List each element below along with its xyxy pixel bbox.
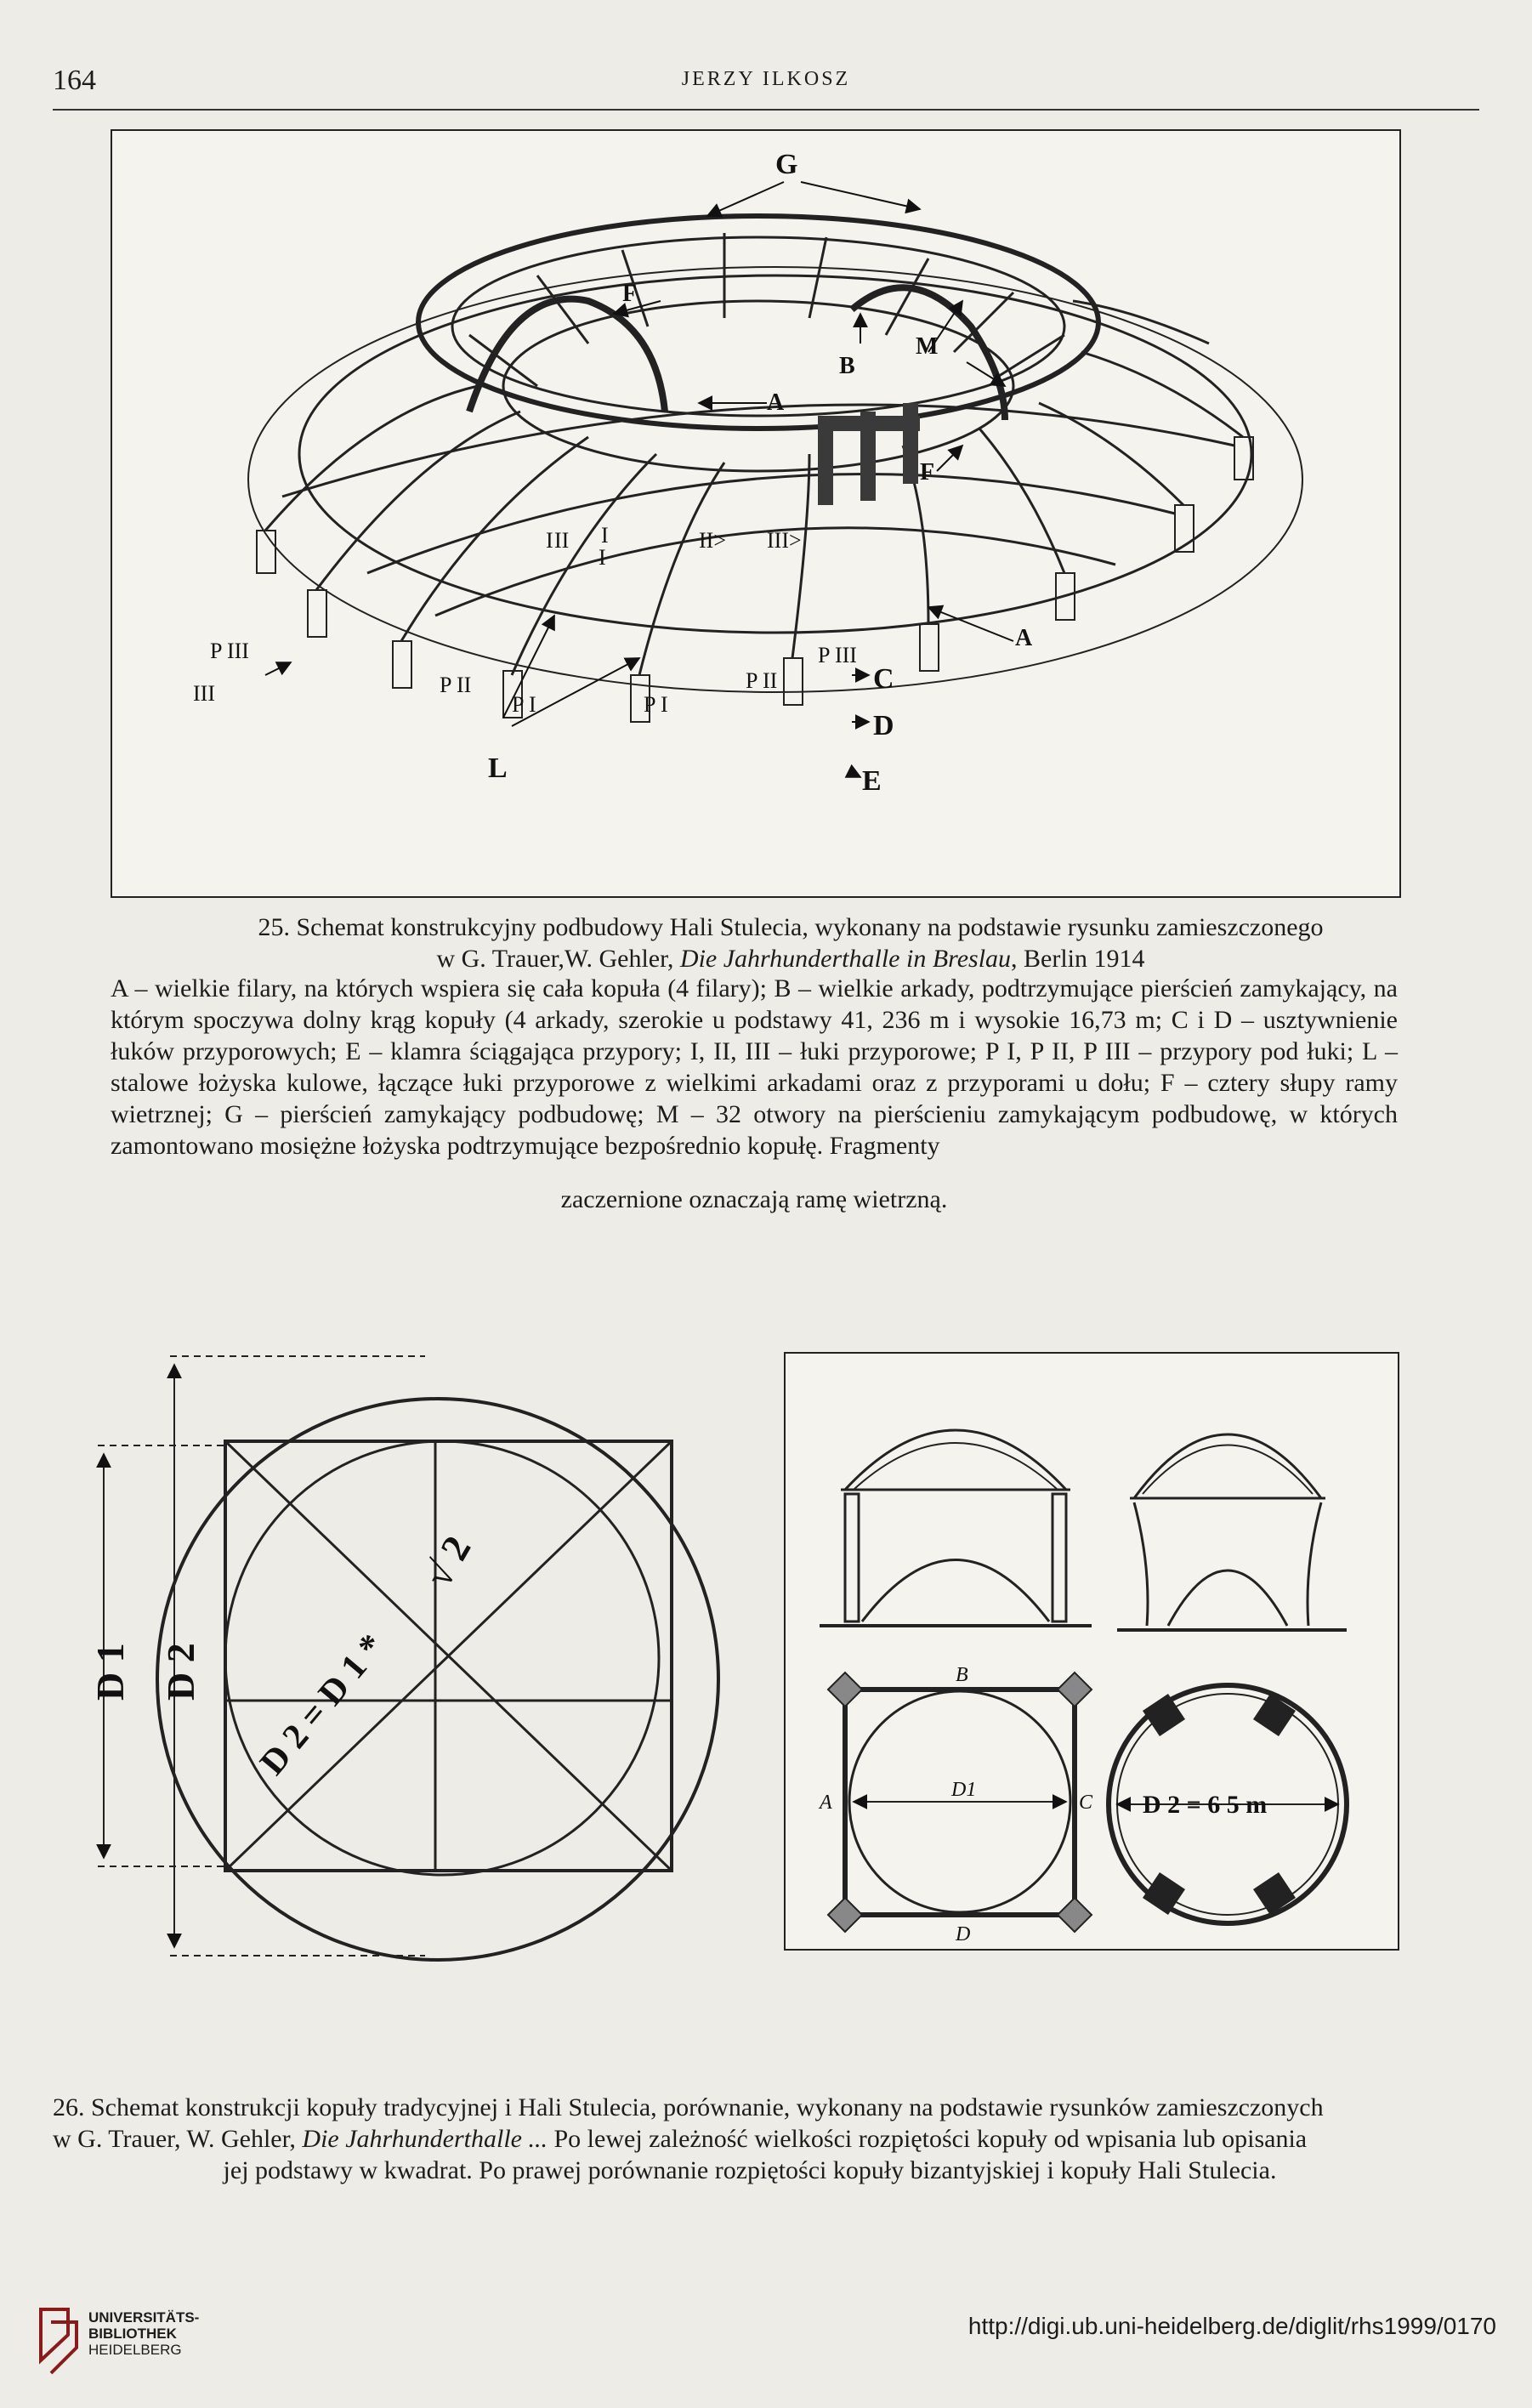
library-logo-icon: [34, 2301, 85, 2386]
library-name: [88, 2309, 199, 2358]
label-plan-A: A: [820, 1792, 832, 1814]
label-I-lower: I: [599, 545, 606, 570]
figure-25-structural-drawing: [111, 129, 1401, 898]
label-PIII-left: P III: [210, 639, 249, 663]
label-III-left: III: [193, 681, 215, 706]
label-plan-B: B: [956, 1664, 968, 1686]
label-sqrt2: √ 2: [416, 1528, 479, 1594]
label-L: L: [488, 752, 508, 784]
label-D: D: [873, 710, 894, 741]
label-F-left: F: [622, 281, 638, 307]
figure-25-svg: [112, 131, 1399, 896]
caption-25-line2-post: , Berlin 1914: [1011, 945, 1145, 973]
label-E: E: [862, 765, 882, 797]
label-plan-D: D: [956, 1923, 971, 1945]
figure-26-caption-line3: jej podstawy w kwadrat. Po prawej porównanie rozpiętości kopuły bizantyjskiej i kopuły Hali Stulecia.: [223, 2156, 1277, 2184]
label-F-right: F: [920, 459, 935, 486]
page-number: 164: [53, 65, 96, 96]
label-plan-C: C: [1079, 1792, 1093, 1814]
label-D2-value: D 2 = 6 5 m: [1143, 1791, 1268, 1819]
label-G: G: [775, 149, 798, 180]
figure-26-right-diagram: [784, 1352, 1399, 1951]
library-line1: UNIVERSITÄTS-: [88, 2309, 200, 2326]
label-I-left: I: [546, 528, 553, 553]
library-line3: HEIDELBERG: [88, 2342, 182, 2358]
running-header: JERZY ILKOSZ: [681, 68, 851, 90]
figure-25-caption-title: [170, 912, 1411, 974]
caption-25-line2-pre: w G. Trauer,W. Gehler,: [436, 945, 680, 973]
label-II-right: II>: [699, 528, 726, 553]
figure-26-right-svg: [786, 1354, 1398, 1949]
caption-26-line1: 26. Schemat konstrukcji kopuły tradycyjnej i Hali Stulecia, porównanie, wykonany na podstawie rysunków zamieszczonych: [53, 2093, 1324, 2121]
caption-25-line1: 25. Schemat konstrukcyjny podbudowy Hali Stulecia, wykonany na podstawie rysunku zamieszczonego: [258, 913, 1324, 941]
label-PII-1: P II: [440, 673, 472, 697]
figure-25-caption-body: A – wielkie filary, na których wspiera się cała kopuła (4 filary); B – wielkie arkady, podtrzymujące pierścień zamykający, na którym spoczywa dolny krąg kopuły (4 arkady, szerokie u podstawy 41, 236 m i wysokie 16,73 m; C i D – usztywnienie łuków przyporowych; E – klamra ściągająca przypory; I, II, III – łuki przyporowe; P I, P II, P III – przypory pod łuki; L – stalowe łożyska kulowe, łączące łuki przyporowe z wielkimi arkadami oraz z przyporami u dołu; F – cztery słupy ramy wietrznej; G – pierścień zamykający podbudowę; M – 32 otwory na pierścieniu zamykającym podbudowę, w których zamontowano mosiężne łożyska podtrzymujące bezpośrednio kopułę. Fragmenty: [111, 974, 1398, 1160]
label-equation: D 2 = D 1 *: [252, 1627, 393, 1783]
caption-26-line2-pre: w G. Trauer, W. Gehler,: [53, 2125, 303, 2153]
figure-25-caption-last-line: zaczernione oznaczają ramę wietrzną.: [560, 1185, 948, 1213]
label-A-top: A: [767, 389, 785, 416]
label-B: B: [839, 353, 855, 379]
library-line2: BIBLIOTHEK: [88, 2326, 177, 2342]
label-D2: D 2: [159, 1643, 202, 1701]
label-M: M: [916, 333, 939, 360]
label-C: C: [873, 663, 894, 695]
source-url-link[interactable]: http://digi.ub.uni-heidelberg.de/diglit/rhs1999/0170: [967, 2313, 1496, 2339]
figure-26-left-svg: [85, 1343, 765, 1964]
label-I-upper: I: [601, 523, 609, 548]
label-plan-D1: D1: [951, 1779, 977, 1801]
caption-26-book-title: Die Jahrhunderthalle ...: [302, 2125, 548, 2153]
label-II-left: II: [554, 528, 570, 553]
label-PIII-right: P III: [818, 643, 857, 667]
caption-26-line2-post: Po lewej zależność wielkości rozpiętości kopuły od wpisania lub opisania: [548, 2125, 1308, 2153]
label-PII-2: P II: [746, 668, 778, 693]
label-III-right: III>: [767, 528, 802, 553]
label-D1: D 1: [88, 1643, 132, 1701]
caption-25-book-title: Die Jahrhunderthalle in Breslau: [679, 945, 1012, 973]
figure-26-caption: [53, 2092, 1447, 2155]
header-rule: [53, 109, 1479, 111]
label-PI-1: P I: [512, 692, 536, 717]
label-PI-2: P I: [644, 692, 668, 717]
label-A-right: A: [1015, 625, 1033, 651]
figure-26-left-diagram: [85, 1343, 765, 1964]
